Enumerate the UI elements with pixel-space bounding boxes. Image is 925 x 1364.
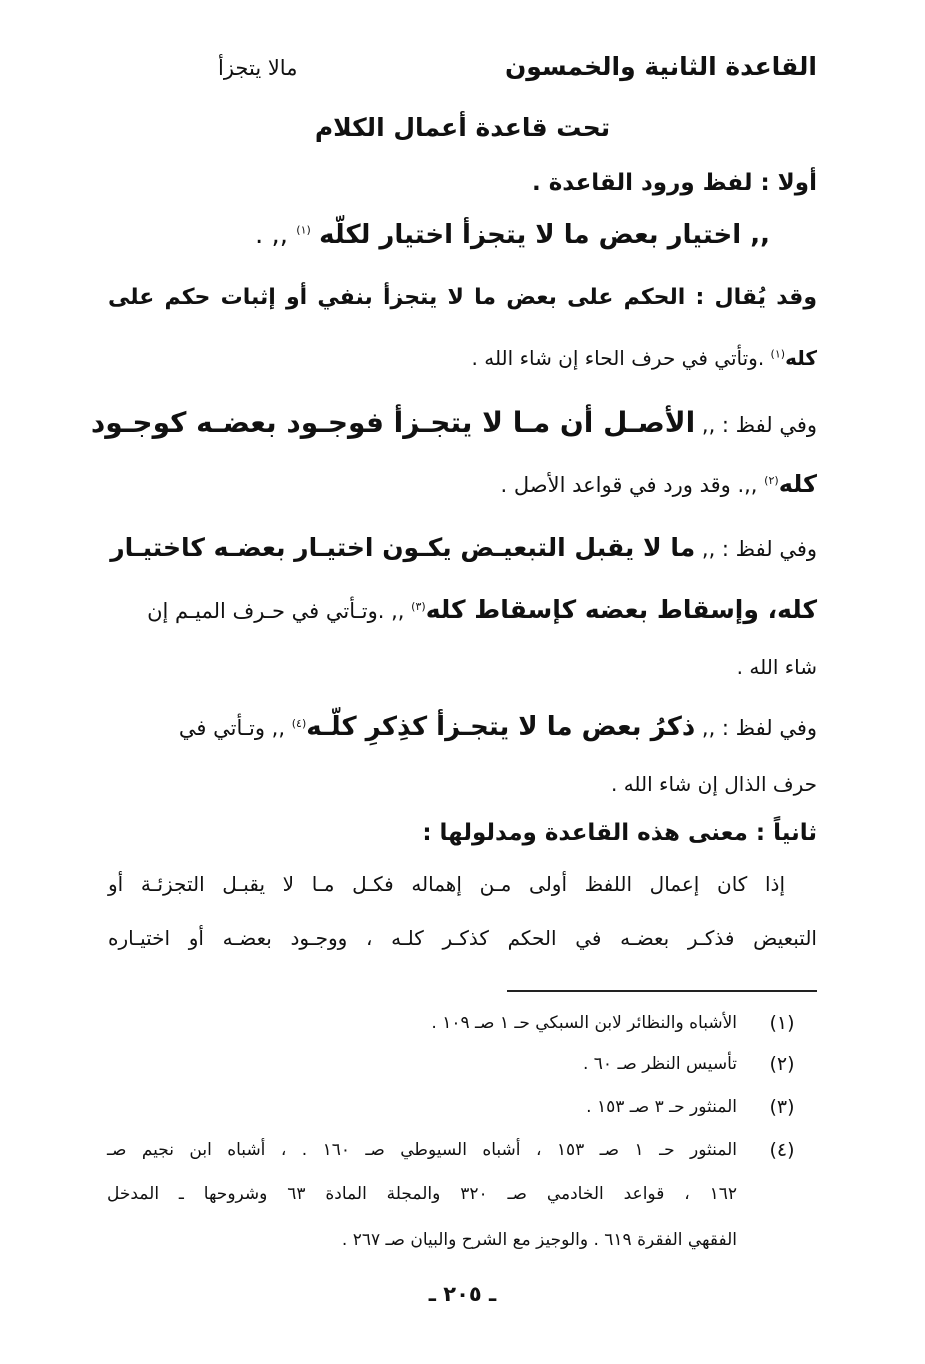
variant3-lead: وفي لفظ : ,, (701, 716, 817, 740)
said-rest: .وتأتي في حرف الحاء إن شاء الله . (471, 346, 765, 370)
footnote-text: ١٦٢ ، قواعد الخادمي صـ ٣٢٠ والمجلة المادة ٦٣ وشروحها ـ المدخل (107, 1184, 737, 1204)
footnote-ref: (٢) (764, 474, 779, 487)
variant2-line-2 (147, 595, 817, 624)
variant3-line-2: حرف الذال إن شاء الله . (610, 772, 817, 796)
variant1-bold: الأصـل أن مـا لا يتجـزأ فوجـود بعضـه كوجـود (90, 406, 696, 439)
variant1-line-2 (501, 470, 817, 498)
chapter-title: القاعدة الثانية والخمسون (504, 52, 817, 81)
main-rule-tail: ,, . (254, 220, 289, 250)
footnote-number: (٤) (769, 1139, 795, 1161)
part2-line-1: إذا كان إعمال اللفظ أولى مـن إهماله فكـل مـا لا يقبـل التجزئـة أو (108, 872, 785, 896)
footnote-ref: (٤) (291, 717, 307, 730)
footnote-text: الفقهي الفقرة ٦١٩ . والوجيز مع الشرح والبيان صـ ٢٦٧ . (341, 1230, 737, 1250)
part2-heading: ثانياً : معنى هذه القاعدة ومدلولها : (422, 820, 817, 846)
part2-line-2: التبعيض فذكـر بعضـه في الحكم كذكـر كلـه ، ووجـود بعضـه أو اختيـاره (108, 926, 817, 950)
variant3-rest: ,, وتـأتي في (178, 716, 286, 740)
variant2-line-1 (110, 533, 817, 562)
variant3-bold: ذكرُ بعض ما لا يتجـزأ كذِكرِ كلّـه (306, 712, 696, 742)
variant2-rest: ,, .وتـأتي في حـرف الميـم إن (147, 599, 405, 623)
variant2-lead: وفي لفظ : ,, (701, 537, 817, 561)
footnote-text: الأشباه والنظائر لابن السبكي حـ ١ صـ ١٠٩ . (431, 1013, 737, 1033)
variant1-lead: وفي لفظ : ,, (701, 413, 817, 437)
variant3-line-1 (179, 712, 817, 742)
footnote-ref: (٣) (411, 600, 426, 613)
footnote-number: (٢) (769, 1053, 795, 1075)
variant1-line-1 (91, 406, 817, 439)
header-topic: مالا يتجزأ (218, 56, 298, 80)
part1-heading: أولا : لفظ ورود القاعدة . (531, 170, 817, 196)
footnote-number: (٣) (769, 1096, 795, 1118)
main-rule (255, 220, 770, 250)
main-rule-text: ,, اختيار بعض ما لا يتجزأ اختيار لكلّه (319, 220, 770, 250)
variant1-rest: ,,. وقد ورد في قواعد الأصل . (500, 473, 758, 497)
page-number: ـ ٢٠٥ ـ (428, 1282, 497, 1306)
said-line-1: وقد يُقال : الحكم على بعض ما لا يتجزأ بنفي أو إثبات حكم على (108, 285, 817, 310)
footnote-number: (١) (769, 1012, 795, 1034)
variant1-kullih: كله (778, 470, 817, 498)
said-line-2 (472, 346, 818, 370)
footnote-ref: (١) (296, 223, 311, 237)
footnote-text: المنثور حـ ٣ صـ ١٥٣ . (586, 1097, 737, 1117)
variant2-bold-2: كله، وإسقاط بعضه كإسقاط كله (425, 595, 817, 624)
footnote-ref: (١) (770, 347, 786, 361)
footnote-text: تأسيس النظر صـ ٦٠ . (582, 1054, 737, 1074)
section-title: تحت قاعدة أعمال الكلام (314, 113, 611, 142)
footnote-text: المنثور حـ ١ صـ ١٥٣ ، أشباه السيوطي صـ ١٦٠ . ، أشباه ابن نجيم صـ (107, 1140, 737, 1160)
variant2-bold-1: ما لا يقبل التبعيـض يكـون اختيـار بعضـه كاختيـار (110, 533, 696, 562)
said-kullih: كله (785, 346, 817, 370)
footnote-separator (507, 990, 817, 992)
variant2-line-3: شاء الله . (736, 655, 817, 679)
